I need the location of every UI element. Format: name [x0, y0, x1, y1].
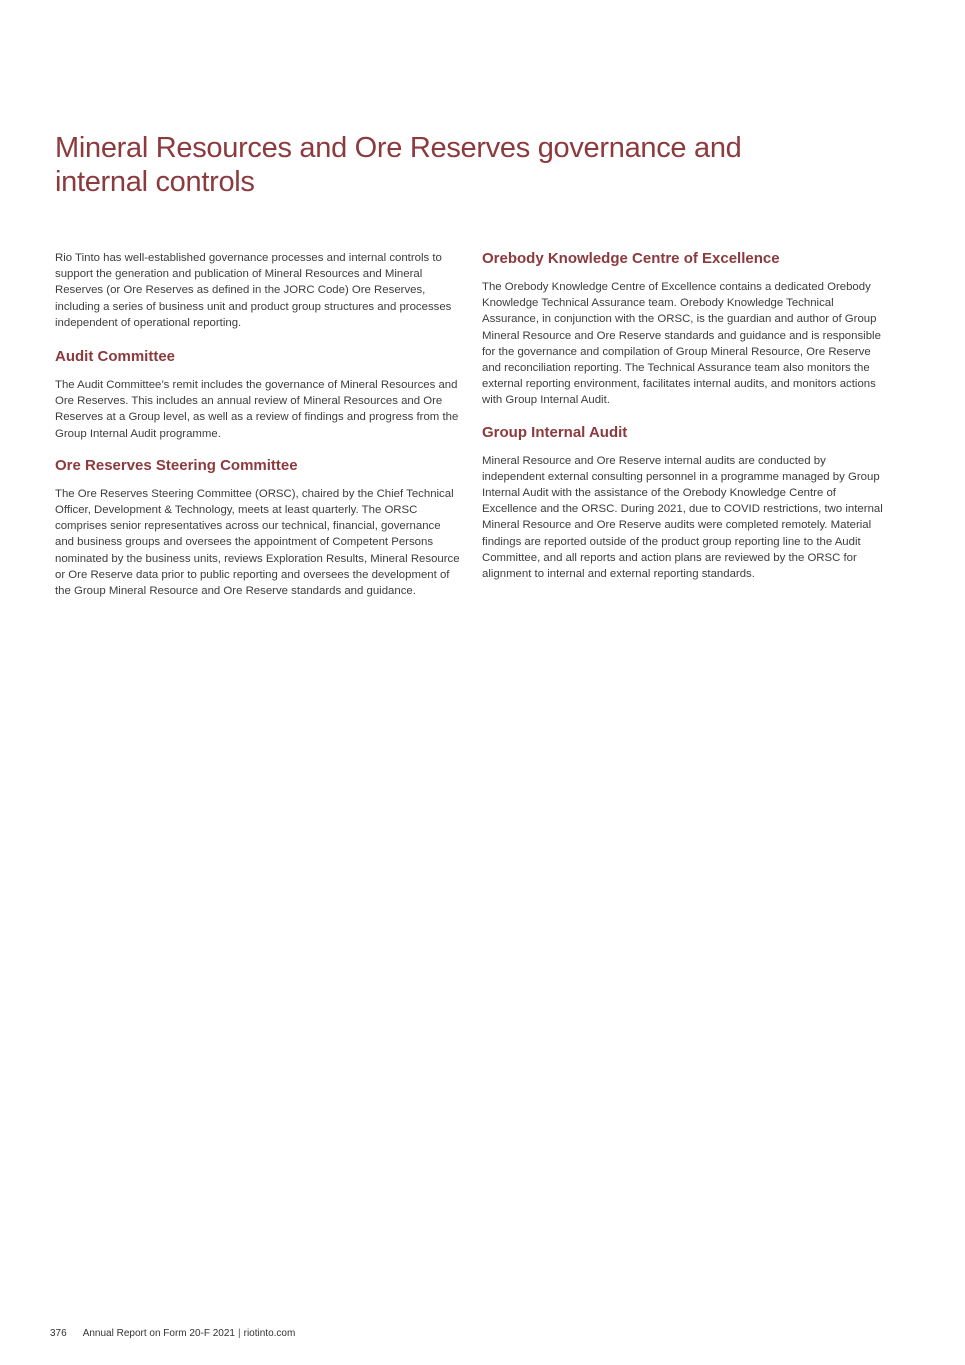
page-number: 376: [50, 1328, 67, 1339]
page-title: Mineral Resources and Ore Reserves governance and internal controls: [55, 132, 742, 198]
audit-committee-heading: Audit Committee: [55, 348, 175, 366]
internal-audit-paragraph: Mineral Resource and Ore Reserve internal audits are conducted by independent external consulting personnel in a programme managed by Group Internal Audit with the assistance of the Orebody Knowledge Centre of Excellence and the ORSC. During 2021, due to COVID restrictions, two internal Mineral Resource and Ore Reserve audits were completed remotely. Material findings are reported outside of the product group reporting line to the Audit Committee, and all reports and action plans are reviewed by the ORSC for alignment to internal and external reporting standards.: [482, 454, 883, 581]
footer-separator: |: [238, 1328, 241, 1339]
left-column: [55, 250, 460, 614]
orebody-paragraph: The Orebody Knowledge Centre of Excellence contains a dedicated Orebody Knowledge Technical Assurance team. Orebody Knowledge Technical Assurance, in conjunction with the ORSC, is the guardian and author of Group Mineral Resource and Ore Reserve standards and guidance and is responsible for the governance and compilation of Group Mineral Resource, Ore Reserve and reconciliation reporting. The Technical Assurance team also monitors the external reporting environment, facilitates internal audits, and monitors actions with Group Internal Audit.: [482, 281, 881, 407]
steering-committee-heading: Ore Reserves Steering Committee: [55, 456, 298, 474]
page-footer: [50, 1328, 295, 1340]
audit-committee-paragraph: The Audit Committee’s remit includes the governance of Mineral Resources and Ore Reserves. This includes an annual review of Mineral Resources and Ore Reserves at a Group level, as well as a review of findings and progress from the Group Internal Audit programme.: [55, 379, 459, 440]
steering-committee-paragraph: The Ore Reserves Steering Committee (ORSC), chaired by the Chief Technical Officer, Development & Technology, meets at least quarterly. The ORSC comprises senior representatives across our technical, financial, governance and business groups and oversees the appointment of Competent Persons nominated by the business units, reviews Exploration Results, Mineral Resource or Ore Reserve data prior to public reporting and oversees the development of the Group Mineral Resource and Ore Reserve standards and guidance.: [55, 487, 460, 598]
orebody-heading: Orebody Knowledge Centre of Excellence: [482, 250, 780, 267]
right-column: [482, 250, 887, 597]
report-name: Annual Report on Form 20-F 2021: [82, 1328, 235, 1339]
website-link[interactable]: riotinto.com: [243, 1328, 296, 1339]
intro-paragraph: Rio Tinto has well-established governance processes and internal controls to support the generation and publication of Mineral Resources and Mineral Reserves (or Ore Reserves as defined in the JORC Code) Ore Reserves, including a series of business unit and product group structures and processes independent of operational reporting.: [55, 252, 452, 329]
internal-audit-heading: Group Internal Audit: [482, 423, 628, 441]
